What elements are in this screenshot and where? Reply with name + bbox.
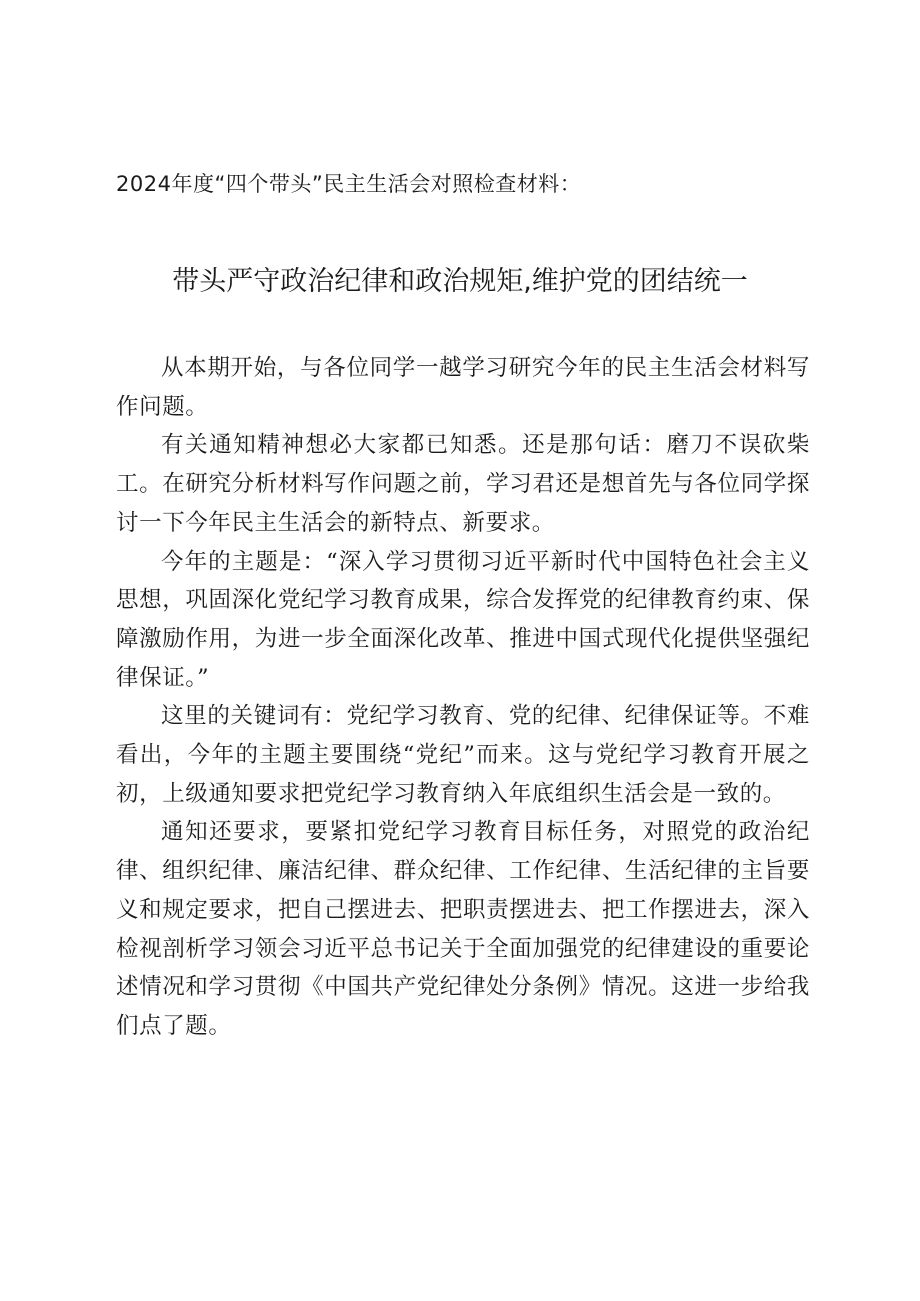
document-subtitle: 2024年度“四个带头”民主生活会对照检查材料： xyxy=(116,172,582,196)
paragraph: 从本期开始，与各位同学一越学习研究今年的民主生活会材料写作问题。 xyxy=(116,355,810,420)
paragraph: 这里的关键词有：党纪学习教育、党的纪律、纪律保证等。不难看出，今年的主题主要围绕“党纪”而来。这与党纪学习教育开展之初，上级通知要求把党纪学习教育纳入年底组织生活会是一致的。 xyxy=(116,703,810,807)
document-title: 带头严守政治纪律和政治规矩,维护党的团结统一 xyxy=(172,266,748,297)
document-body xyxy=(116,349,810,1046)
paragraph: 有关通知精神想必大家都已知悉。还是那句话：磨刀不误砍柴工。在研究分析材料写作问题之前，学习君还是想首先与各位同学探讨一下今年民主生活会的新特点、新要求。 xyxy=(116,432,810,536)
paragraph: 通知还要求，要紧扣党纪学习教育目标任务，对照党的政治纪律、组织纪律、廉洁纪律、群众纪律、工作纪律、生活纪律的主旨要义和规定要求，把自己摆进去、把职责摆进去、把工作摆进去，深入检视剖析学习领会习近平总书记关于全面加强党的纪律建设的重要论述情况和学习贯彻《中国共产党纪律处分条例》情况。这进一步给我们点了题。 xyxy=(116,819,810,1039)
paragraph: 今年的主题是：“深入学习贯彻习近平新时代中国特色社会主义思想，巩固深化党纪学习教育成果，综合发挥党的纪律教育约束、保障激励作用，为进一步全面深化改革、推进中国式现代化提供坚强纪律保证。” xyxy=(116,548,810,691)
